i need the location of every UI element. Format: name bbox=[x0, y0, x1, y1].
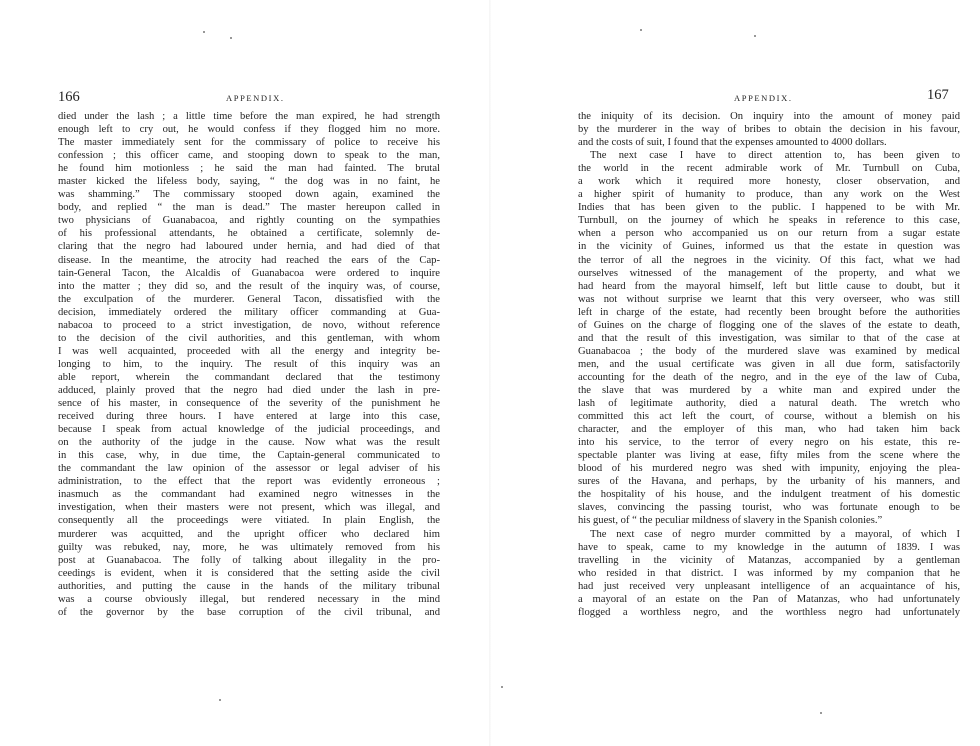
text-line: adduced, plainly proved that the negro had died under the lash in pre- bbox=[58, 384, 440, 396]
text-line: disease. In the meantime, the atrocity had reached the ears of the Cap- bbox=[58, 254, 440, 266]
text-line: in this case, why, in due time, the Captain-general communicated to bbox=[58, 450, 440, 462]
scan-speck bbox=[820, 712, 822, 714]
text-line: received during three hours. I have entered at large into this case, bbox=[58, 411, 440, 423]
text-line: the slave that was murdered by a white man and expired under the bbox=[578, 384, 960, 396]
text-line: of Guines on the charge of flogging one of the slaves of the estate to death, bbox=[578, 319, 960, 331]
text-line: The master immediately sent for the commissary of police to receive his bbox=[58, 137, 440, 149]
text-line: have to speak, came to my knowledge in the autumn of 1839. I was bbox=[578, 541, 960, 553]
text-line: died under the lash ; a little time before the man expired, he had strength bbox=[58, 111, 440, 122]
text-line: had just received very unpleasant intelligence of an acquaintance of his, bbox=[578, 580, 960, 592]
text-line: a higher spirit of humanity to produce, than any work on the West bbox=[578, 189, 960, 201]
text-line: lash of legitimate authority, died a natural death. The wretch who bbox=[578, 398, 960, 410]
scan-speck bbox=[501, 686, 503, 688]
text-line: a mayoral of an estate on the Pan of Matanzas, who had unfortunately bbox=[578, 593, 960, 605]
scan-speck bbox=[754, 35, 756, 37]
text-line: able report, wherein the commandant declared that the testimony bbox=[58, 371, 440, 383]
text-line: who resided in that district. I was informed by my companion that he bbox=[578, 567, 960, 579]
text-line: the commandant the law opinion of the assessor or legal adviser of his bbox=[58, 463, 440, 475]
text-line: enough left to cry out, he would confess if they flogged him no more. bbox=[58, 124, 440, 136]
text-line: of the governor by the base corruption of the civil tribunal, and bbox=[58, 606, 440, 618]
text-line: guilty was rebuked, nay, more, he was ultimately removed from his bbox=[58, 541, 440, 553]
text-line: consequently all the proceedings were vitiated. In plain English, the bbox=[58, 515, 440, 527]
text-line: he found him motionless ; he said the man had fainted. The brutal bbox=[58, 163, 440, 175]
text-line: the hospitality of his house, and the indulgent treatment of his domestic bbox=[578, 489, 960, 501]
text-line: by the murderer in the way of bribes to obtain the decision in his favour, bbox=[578, 124, 960, 136]
text-line: confession ; this officer came, and stooping down to speak to the man, bbox=[58, 150, 440, 162]
text-line: accounting for the death of the negro, and in the eye of the law of Cuba, bbox=[578, 371, 960, 383]
text-line: the exculpation of the murderer. General Tacon, dissatisfied with the bbox=[58, 293, 440, 305]
text-line: his guest, of “ the peculiar mildness of slavery in the Spanish colonies.” bbox=[578, 515, 883, 527]
text-line: because I speak from actual knowledge of the judicial proceedings, and bbox=[58, 424, 440, 436]
text-line: sures of the Havana, and perhaps, by the urbanity of his manners, and bbox=[578, 476, 960, 488]
right-body-text bbox=[578, 110, 960, 619]
right-running-head: APPENDIX. bbox=[734, 93, 793, 103]
text-line: was a course obviously illegal, but rendered necessary in the mind bbox=[58, 593, 440, 605]
text-line: blood of his murdered negro was shed with impunity, enjoying the plea- bbox=[578, 463, 960, 475]
text-line: and that the result of this investigation, was similar to that of the case at bbox=[578, 332, 960, 344]
text-line: The next case of negro murder committed by a mayoral, of which I bbox=[590, 528, 960, 540]
text-line: a work which it required more honesty, closer observation, and bbox=[578, 176, 960, 188]
left-body-text bbox=[58, 110, 440, 619]
text-line: authorities, and putting the cause in the hands of the military tribunal bbox=[58, 580, 440, 592]
text-line: into the matter ; they did so, and the result of the inquiry was, of course, bbox=[58, 280, 440, 292]
text-line: investigation, when their masters were not present, which was illegal, and bbox=[58, 502, 440, 514]
text-line: was shamming.” The commissary stooped down again, examined the bbox=[58, 189, 440, 201]
text-line: post at Guanabacoa. The folly of talking about illegality in the pro- bbox=[58, 554, 440, 566]
text-line: was not without surprise we learnt that this very overseer, who was still bbox=[578, 293, 960, 305]
text-line: murderer was acquitted, and the upright officer who declared him bbox=[58, 528, 440, 540]
text-line: body, and replied “ the man is dead.” The master hereupon called in bbox=[58, 202, 440, 214]
scan-speck bbox=[219, 699, 221, 701]
text-line: The next case I have to direct attention to, has been given to bbox=[590, 150, 960, 162]
text-line: of his professional attendants, he obtained a certificate, solemnly de- bbox=[58, 228, 440, 240]
text-line: the terror of all the negroes in the vicinity. Of this fact, what we had bbox=[578, 254, 960, 266]
text-line: when a person who accompanied us on our return from a sugar estate bbox=[578, 228, 960, 240]
text-line: ceedings is evident, when it is considered that the setting aside the civil bbox=[58, 567, 440, 579]
left-page-number: 166 bbox=[58, 89, 80, 105]
text-line: ourselves witnessed of the management of the property, and what we bbox=[578, 267, 960, 279]
text-line: the world in the recent admirable work of Mr. Turnbull on Cuba, bbox=[578, 163, 960, 175]
text-line: flogged a worthless negro, and the worthless negro had unfortunately bbox=[578, 606, 960, 618]
text-line: the iniquity of its decision. On inquiry into the amount of money paid bbox=[578, 111, 960, 122]
text-line: travelling in the vicinity of Matanzas, accompanied by a gentleman bbox=[578, 554, 960, 566]
text-line: two physicians of Guanabacoa, and rightly counting on the sympathies bbox=[58, 215, 440, 227]
text-line: character, and the employer of this man, who had taken him back bbox=[578, 424, 960, 436]
scan-speck bbox=[203, 31, 205, 33]
scan-speck bbox=[640, 29, 642, 31]
text-line: left in charge of the estate, had recently been brought before the authorities bbox=[578, 306, 960, 318]
text-line: Indies that has been given to the public. I happened to be with Mr. bbox=[578, 202, 960, 214]
text-line: on the authority of the judge in the cause. Now what was the result bbox=[58, 437, 440, 449]
text-line: committed this act left the court, of course, without a blemish on his bbox=[578, 411, 960, 423]
text-line: to the decision of the civil authorities, and this gentleman, with whom bbox=[58, 332, 440, 344]
text-line: nabacoa to proceed to a strict investigation, de novo, without reference bbox=[58, 319, 440, 331]
text-line: decision, immediately ordered the military officer commanding at Gua- bbox=[58, 306, 440, 318]
text-line: tain-General Tacon, the Alcaldis of Guanabacoa were ordered to inquire bbox=[58, 267, 440, 279]
text-line: into his service, to the terror of every negro on his estate, this re- bbox=[578, 437, 960, 449]
text-line: spectable planter was living at ease, fifty miles from the scene where the bbox=[578, 450, 960, 462]
text-line: Guanabacoa ; the body of the murdered slave was examined by medical bbox=[578, 345, 960, 357]
text-line: slaves, convincing the passing tourist, who was fortunate enough to be bbox=[578, 502, 960, 514]
text-line: master kicked the lifeless body, saying, “ the dog was in no faint, he bbox=[58, 176, 440, 188]
right-page-number: 167 bbox=[927, 87, 949, 103]
right-page bbox=[490, 0, 980, 746]
text-line: longing to him, to the inquiry. The result of this inquiry was an bbox=[58, 358, 440, 370]
scan-speck bbox=[230, 37, 232, 39]
text-line: in the vicinity of Guines, informed us that the estate in question was bbox=[578, 241, 960, 253]
text-line: claring that the negro had laboured under hernia, and had died of that bbox=[58, 241, 440, 253]
text-line: and the costs of suit, I found that the expenses amounted to 4000 dollars. bbox=[578, 137, 887, 149]
text-line: inasmuch as the commandant had examined negro witnesses in the bbox=[58, 489, 440, 501]
text-line: I was well acquainted, proceeded with all the energy and integrity be- bbox=[58, 345, 440, 357]
text-line: men, and the usual certificate was given in all due form, satisfactorily bbox=[578, 358, 960, 370]
text-line: Turnbull, on the journey of which he speaks in reference to this case, bbox=[578, 215, 960, 227]
text-line: had heard from the mayoral himself, left but little cause to doubt, but it bbox=[578, 280, 960, 292]
text-line: sence of his master, in consequence of the severity of the punishment he bbox=[58, 398, 440, 410]
left-running-head: APPENDIX. bbox=[226, 93, 285, 103]
text-line: administration, to the effect that the report was evidently erroneous ; bbox=[58, 476, 440, 488]
